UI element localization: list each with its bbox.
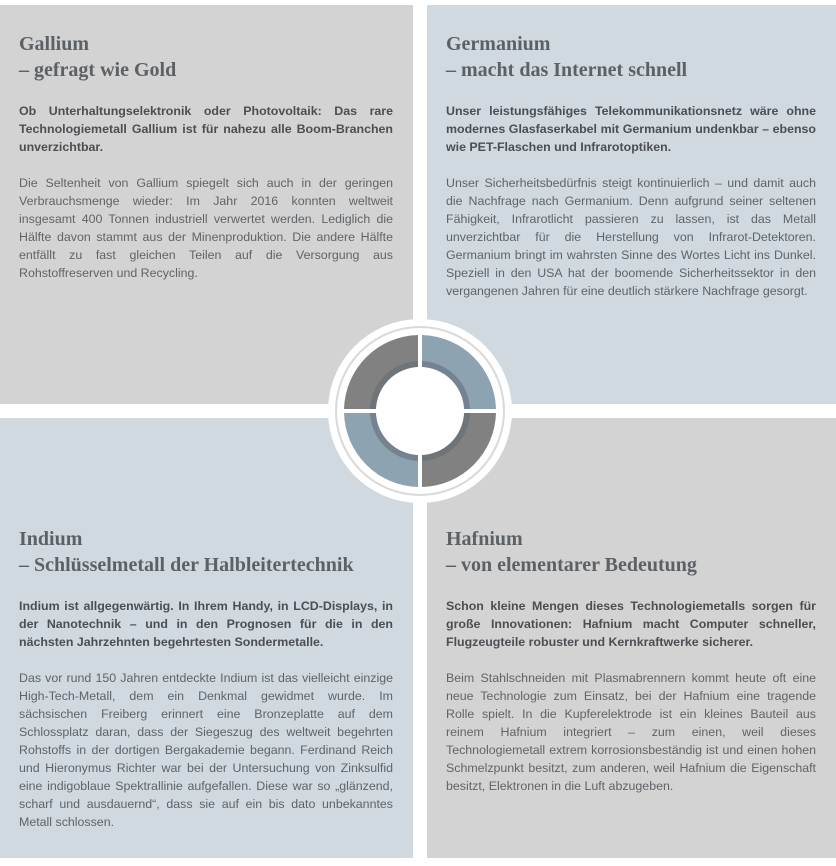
body-paragraph: Das vor rund 150 Jahren entdeckte Indium ist das vielleicht einzige High-Tech-Metall, dem ein Denkmal gewidmet wurde. Im sächsischen Freiberg erinnert eine Bronzeplatte auf dem Schlossplatz daran, dass der Siegeszug des weltweit begehrten Rohstoffs in der dortigen Bergakademie begann. Ferdinand Reich und Hieronymus Richter war bei der Untersuchung von Zinksulfid eine indigoblaue Spektrallinie aufgefallen. Diese war so „glänzend, scharf und ausdauernd“, dass sie auf ein bis dato unbekanntes Metall schlossen. (19, 671, 393, 829)
lead-paragraph: Schon kleine Mengen dieses Technologiemetalls sorgen für große Innovationen: Hafnium macht Computer schneller, Flugzeugteile robuster und Kernkraftwerke sicherer. (446, 599, 816, 649)
element-name: Hafnium (446, 528, 523, 550)
panel-heading (446, 31, 816, 83)
panel-heading (19, 526, 393, 578)
lead-paragraph: Ob Unterhaltungselektronik oder Photovoltaik: Das rare Technologiemetall Gallium ist für nahezu alle Boom-Branchen unverzichtbar. (19, 104, 393, 154)
panel-heading (19, 31, 393, 83)
ring-center-fill (378, 369, 462, 453)
panel-heading (446, 526, 816, 578)
element-subtitle: – macht das Internet schnell (446, 59, 688, 81)
element-name: Gallium (19, 33, 90, 55)
body-paragraph: Beim Stahlschneiden mit Plasmabrennern kommt heute oft eine neue Technologie zum Einsatz, bei der Hafnium eine tragende Rolle spielt. In die Kupferelektrode ist ein kleines Bauteil aus reinem Hafnium integriert – zum einen, weil dieses Technologiemetall extrem korrosionsbeständig ist und einen hohen Schmelzpunkt besitzt, zum anderen, weil Hafnium die Eigenschaft besitzt, Elektronen in die Luft abzugeben. (446, 671, 816, 793)
segmented-ring-icon (325, 318, 515, 504)
element-name: Indium (19, 528, 83, 550)
element-subtitle: – von elementarer Bedeutung (446, 554, 697, 576)
lead-paragraph: Unser leistungsfähiges Telekommunikationsnetz wäre ohne modernes Glasfaserkabel mit Germanium undenkbar – ebenso wie PET-Flaschen und Infrarotoptiken. (446, 104, 816, 154)
lead-paragraph: Indium ist allgegenwärtig. In Ihrem Handy, in LCD-Displays, in der Nanotechnik – und in den Prognosen für die in den nächsten Jahrzehnten begehrtesten Sondermetalle. (19, 599, 393, 649)
element-name: Germanium (446, 33, 551, 55)
element-subtitle: – Schlüsselmetall der Halbleitertechnik (19, 554, 354, 576)
body-paragraph: Unser Sicherheitsbedürfnis steigt kontinuierlich – und damit auch die Nachfrage nach Germanium. Denn aufgrund seiner seltenen Fähigkeit, Infrarotlicht passieren zu lassen, ist das Metall unverzichtbar für die Herstellung von Infrarot-Detektoren. Germanium bringt im wahrsten Sinne des Wortes Licht ins Dunkel. Speziell in den USA hat der boomende Sicherheitssektor in den vergangenen Jahren für eine deutlich stärkere Nachfrage gesorgt. (446, 176, 816, 298)
element-subtitle: – gefragt wie Gold (19, 59, 177, 81)
body-paragraph: Die Seltenheit von Gallium spiegelt sich auch in der geringen Verbrauchsmenge wieder: Im Jahr 2016 konnten weltweit insgesamt 400 Tonnen industriell verwertet werden. Lediglich die Hälfte davon stammt aus der Minenproduktion. Die andere Hälfte entfällt zu fast gleichen Teilen auf die Versorgung aus Rohstoffreserven und Recycling. (19, 176, 393, 280)
